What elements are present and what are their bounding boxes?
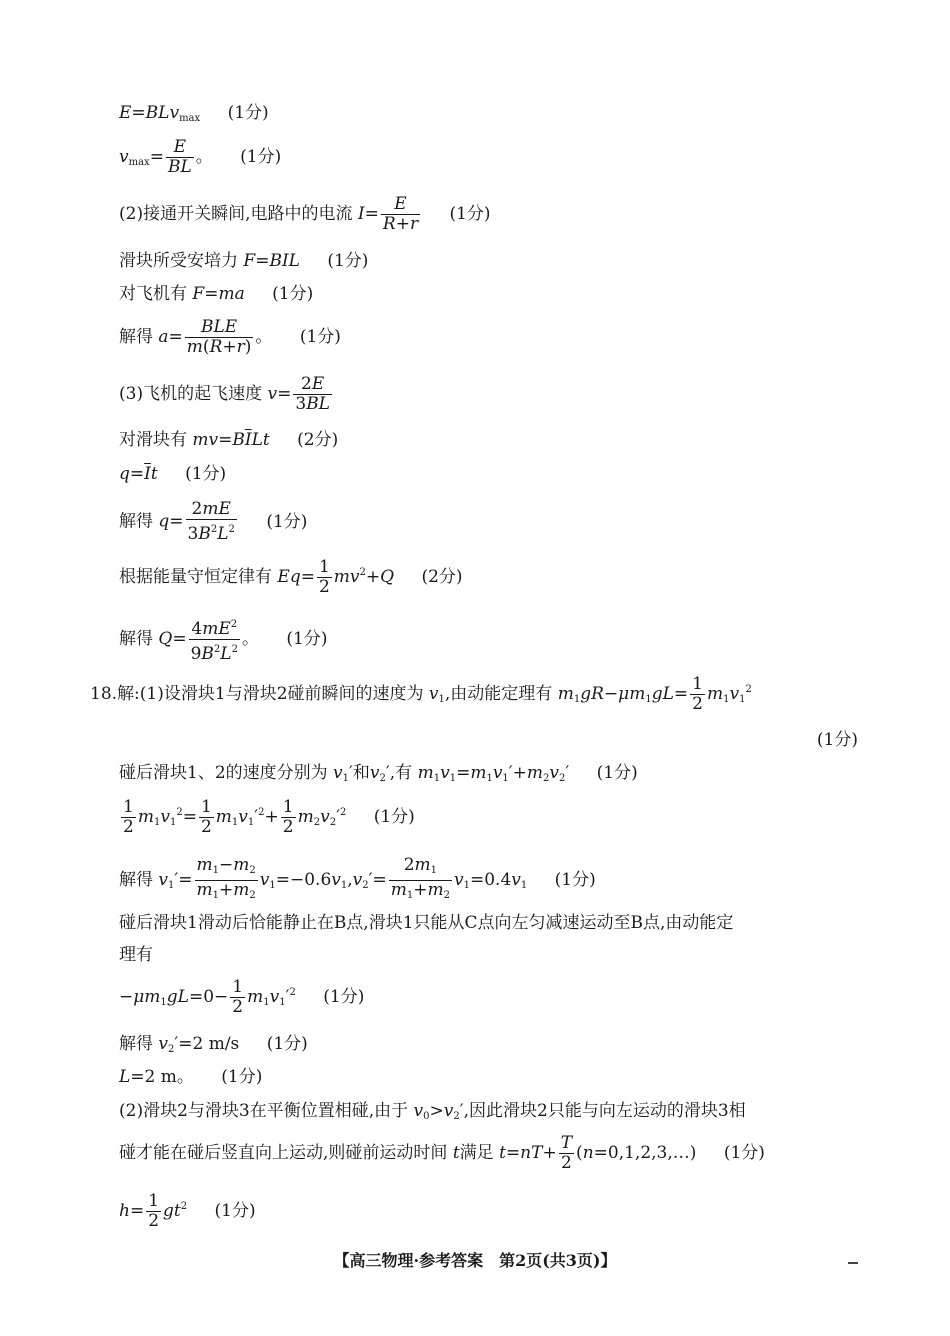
eq-ampere-force: 滑块所受安培力 F=BIL (1分) [119, 251, 369, 271]
score: (1分) [227, 103, 269, 123]
part2-line1: (2)滑块2与滑块3在平衡位置相碰,由于 $v_0>v_2'$,因此滑块2只能与向左运动的滑块3相 [119, 1101, 746, 1122]
score: (1分) [554, 870, 596, 890]
text-line: 理有 [119, 945, 153, 965]
eq-height: h= $\frac{1}{2}$ $gt^2$ (1分) [119, 1191, 256, 1231]
eq-vmax: $v_{max}=$ $\frac{E}{BL}$ 。 (1分) [119, 137, 282, 177]
score: (1分) [266, 511, 308, 532]
eq-accel: 解得 a= BLE m(R+r) 。 (1分) [119, 317, 341, 357]
score: (1分) [723, 1143, 765, 1163]
score: (2分) [297, 430, 339, 450]
score: (1分) [185, 464, 227, 484]
eq-friction: $-\mu m_1gL=0-$ $\frac{1}{2}$ $m_1v_1'^2$ (1分) [119, 977, 365, 1017]
corner-mark [848, 1262, 858, 1264]
score: (2分) [421, 567, 463, 587]
score: (1分) [323, 987, 365, 1007]
eq-velocities: 解得 $v_1'=$ $\frac{m_1-m_2}{m_1+m_2}$ $v_1=-0.6v_1,v_2'=$ $\frac{2m_1}{m_1+m_2}$ $v_1=0.4v_1$ (1分) [119, 855, 596, 901]
score: (1分) [221, 1067, 263, 1087]
eq-takeoff-speed: (3)飞机的起飞速度 v= $\frac{2E}{3BL}$ [119, 374, 330, 414]
score: (1分) [449, 204, 491, 224]
eq-current: (2)接通开关瞬间,电路中的电流 I= $\frac{E}{R+r}$ (1分) [119, 194, 491, 234]
page-footer: 【高三物理·参考答案 第2页(共3页)】 [333, 1251, 617, 1270]
eq-emf: E=BLv$_{max}$ (1分) [119, 103, 269, 124]
score: (1分) [373, 807, 415, 827]
eq-newton: 对飞机有 F=ma (1分) [119, 284, 314, 304]
eq-time: 碰才能在碰后竖直向上运动,则碰前运动时间 t满足 t=nT+ $\frac{T}{2}$ (n=0,1,2,3,…) (1分) [119, 1133, 765, 1173]
score: (1分) [240, 147, 282, 167]
score: (1分) [816, 730, 858, 750]
eq-heat: 解得 Q= $\frac{4mE^2}{9B^2L^2}$ 。 (1分) [119, 615, 327, 664]
q18-start: 18.解:(1)设滑块1与滑块2碰前瞬间的速度为 $v_1$,由动能定理有 $m_1gR-\mu m_1gL=$ $\frac{1}{2}$ $m_1v_1^2$ [90, 674, 752, 714]
eq-v2: 解得 $v_2'=2$ m/s (1分) [119, 1034, 308, 1055]
score: (1分) [299, 327, 341, 347]
eq-charge-def: $q=\overline{I}t$ (1分) [119, 464, 227, 484]
eq-charge: 解得 q= $\frac{2mE}{3B^2L^2}$ (1分) [119, 499, 308, 544]
score: (1分) [272, 284, 314, 304]
score: (1分) [214, 1201, 256, 1221]
eq-momentum: 碰后滑块1、2的速度分别为 $v_1'$和$v_2'$,有 $m_1v_1=m_1v_1'+m_2v_2'$ (1分) [119, 763, 638, 784]
eq-kinetic: $\frac{1}{2}$ $m_1v_1^2=$ $\frac{1}{2}$ $m_1v_1'^2+$ $\frac{1}{2}$ $m_2v_2'^2$ (1分) [123, 797, 415, 837]
text-line: 碰后滑块1滑动后恰能静止在B点,滑块1只能从C点向左匀减速运动至B点,由动能定 [119, 913, 734, 933]
eq-impulse: 对滑块有 $mv=B\overline{I}Lt$ (2分) [119, 430, 339, 450]
score: (1分) [327, 251, 369, 271]
eq-length: L=2 m。 (1分) [119, 1067, 263, 1087]
score: (1分) [596, 763, 638, 783]
score: (1分) [286, 629, 328, 649]
score: (1分) [266, 1034, 308, 1054]
eq-energy: 根据能量守恒定律有 Eq= $\frac{1}{2}$ $mv^2+Q$ (2分) [119, 557, 463, 597]
